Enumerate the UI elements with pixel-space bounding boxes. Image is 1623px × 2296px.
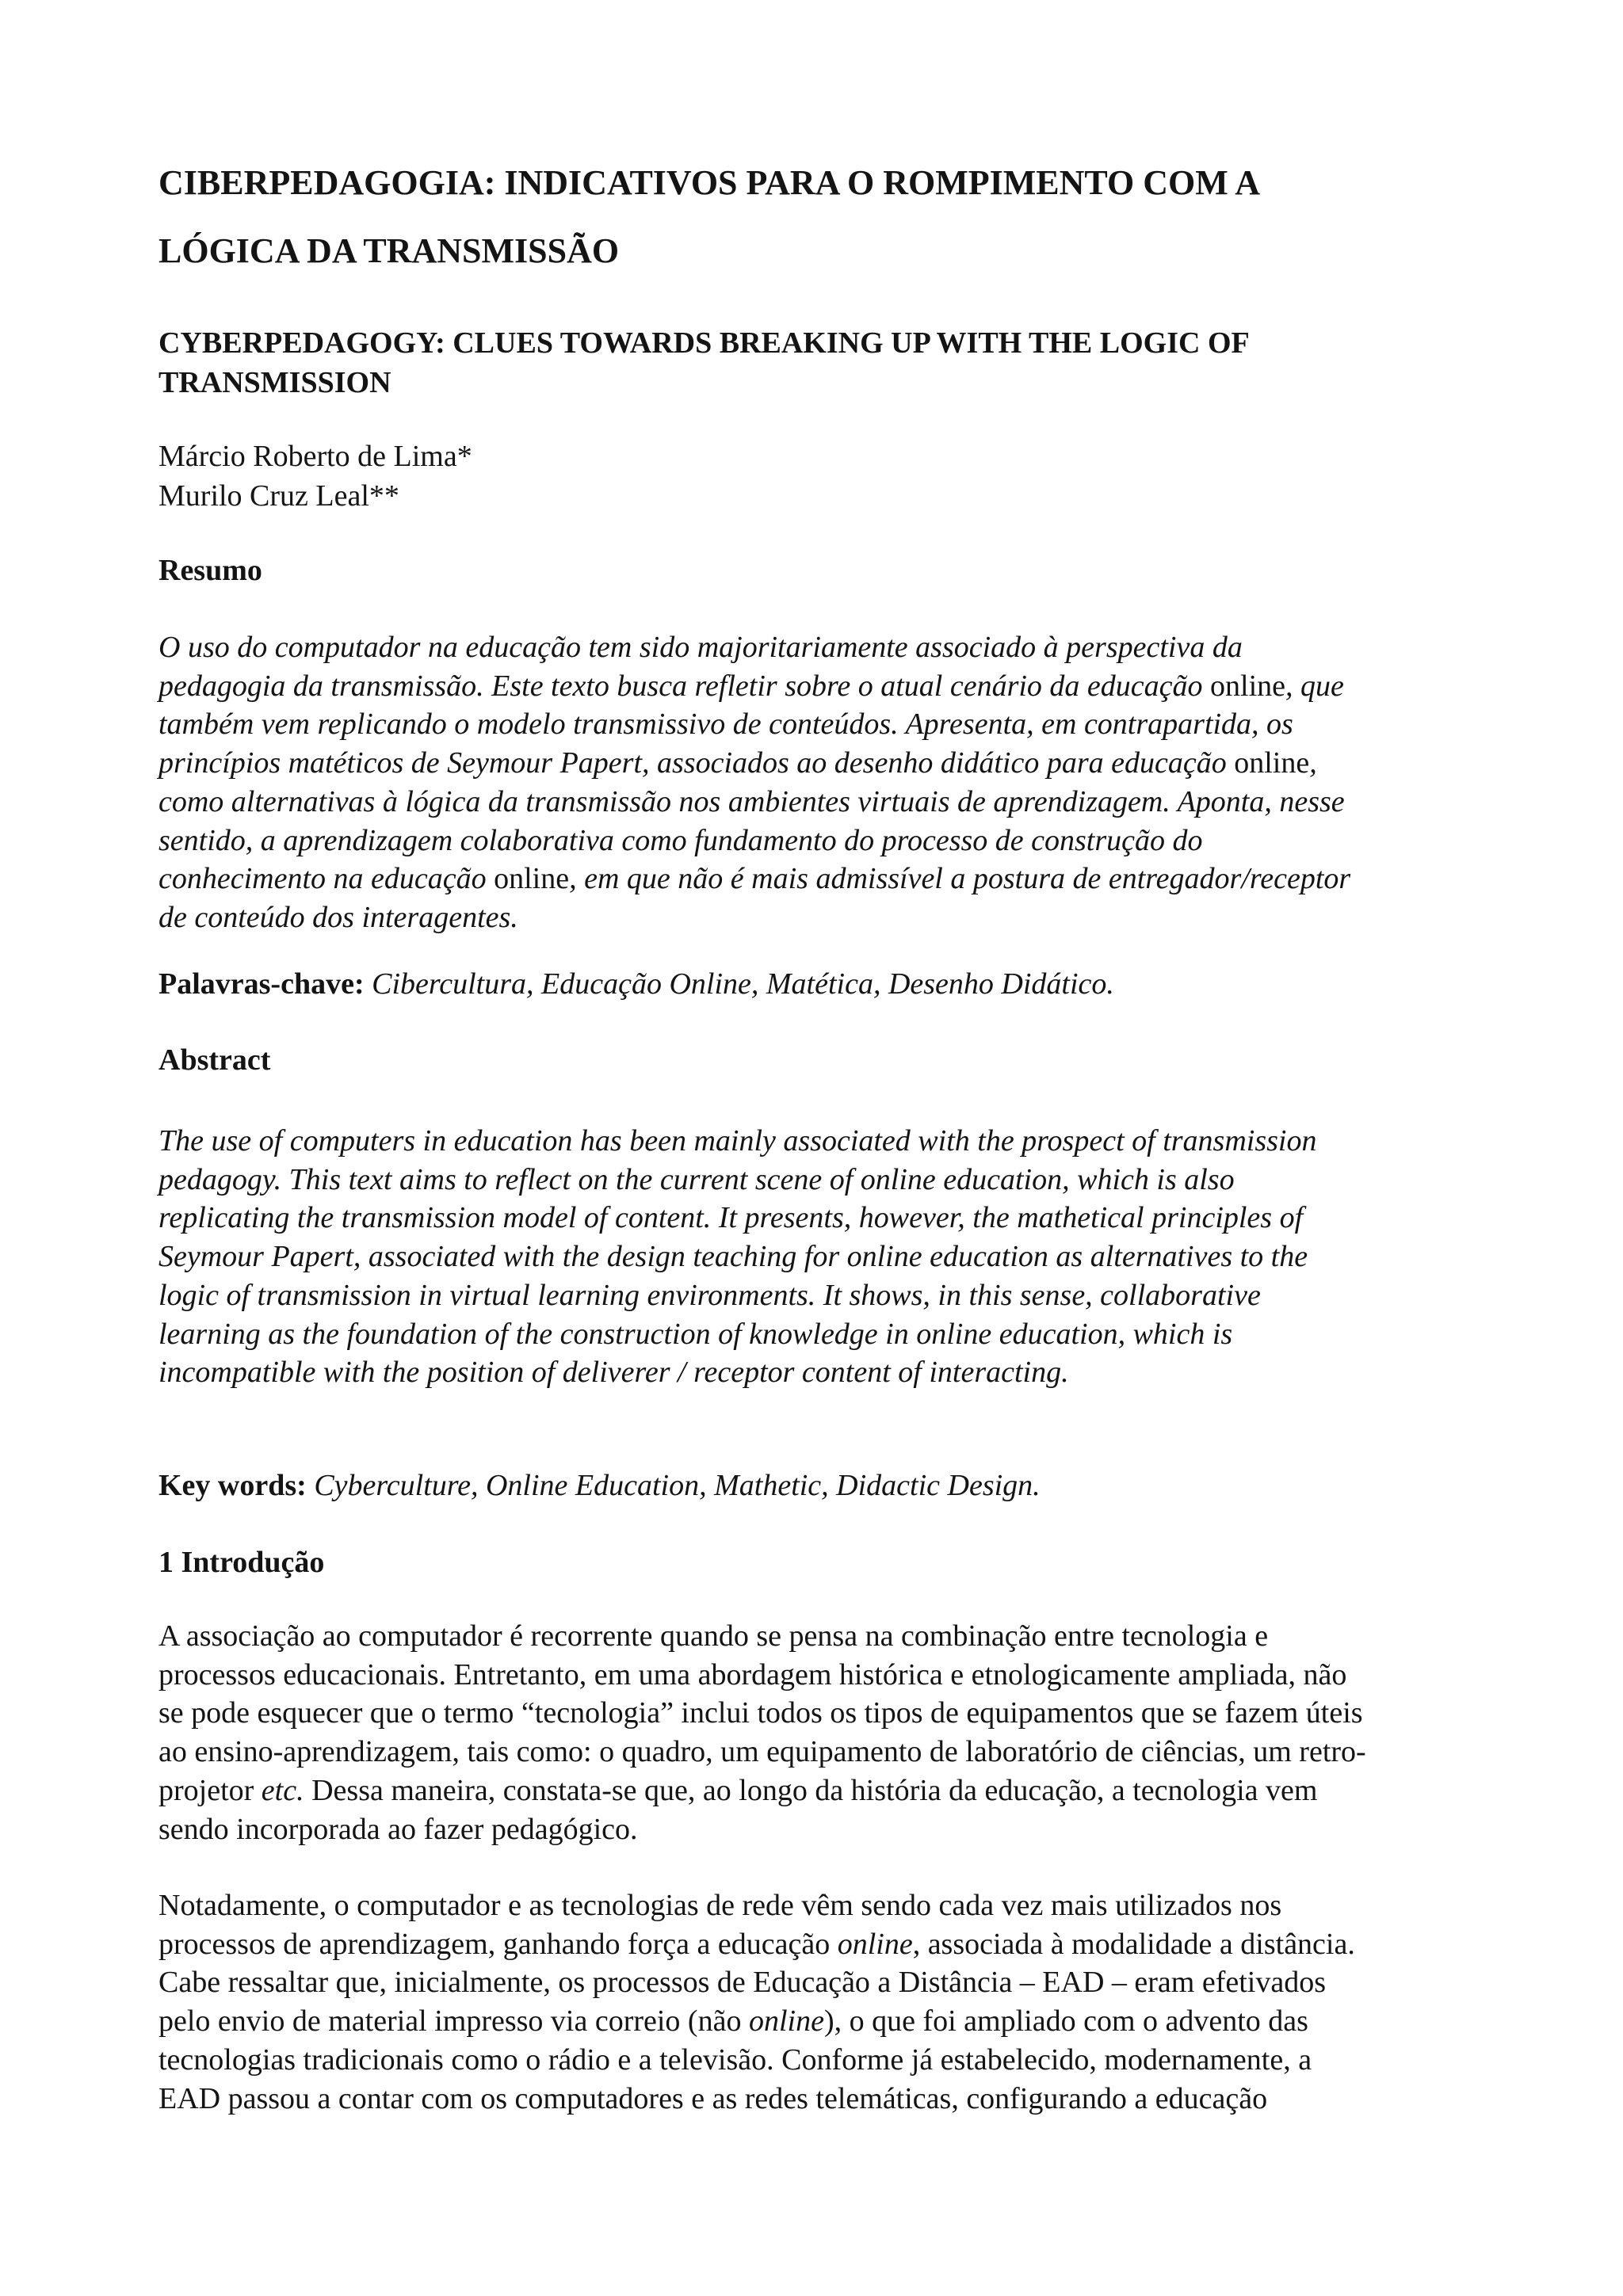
text-run: Cabe ressaltar que, inicialmente, os processos de Educação a Distância – EAD – eram efetivados bbox=[158, 1966, 1327, 2000]
emphasized-term: online bbox=[1234, 746, 1310, 780]
text-run: como alternativas à lógica da transmissão nos ambientes virtuais de aprendizagem. Aponta, nesse bbox=[158, 784, 1345, 818]
resumo-body bbox=[158, 628, 1490, 937]
text-line bbox=[158, 1963, 1490, 2002]
text-line bbox=[158, 628, 1490, 667]
text-line bbox=[158, 1617, 1490, 1656]
title-line-1: CIBERPEDAGOGIA: INDICATIVOS PARA O ROMPIMENTO COM A bbox=[158, 163, 1261, 202]
text-run: processos educacionais. Entretanto, em uma abordagem histórica e etnologicamente ampliada, não bbox=[158, 1657, 1347, 1691]
text-run: conhecimento na educação bbox=[158, 862, 495, 896]
text-line: The use of computers in education has been mainly associated with the prospect of transmission bbox=[158, 1124, 1317, 1158]
palavras-chave-text: Cibercultura, Educação Online, Matética, Desenho Didático. bbox=[364, 967, 1114, 1001]
author-1: Márcio Roberto de Lima* bbox=[158, 440, 472, 473]
emphasized-term: online bbox=[1210, 669, 1285, 703]
text-line bbox=[158, 1656, 1490, 1695]
text-run: sentido, a aprendizagem colaborativa como fundamento do processo de construção do bbox=[158, 823, 1203, 857]
text-line: learning as the foundation of the construction of knowledge in online education, which is bbox=[158, 1317, 1233, 1351]
text-run: , em que não é mais admissível a postura de entregador/receptor bbox=[569, 862, 1351, 896]
text-run: pelo envio de material impresso via correio (não bbox=[158, 2004, 749, 2039]
introducao-heading: 1 Introdução bbox=[158, 1546, 325, 1579]
text-run: princípios matéticos de Seymour Papert, associados ao desenho didático para educação bbox=[158, 746, 1235, 780]
key-words-text: Cyberculture, Online Education, Mathetic, Didactic Design. bbox=[306, 1469, 1041, 1502]
text-line bbox=[158, 1772, 1490, 1810]
abstract-heading: Abstract bbox=[158, 1043, 271, 1077]
text-run: Notadamente, o computador e as tecnologias de rede vêm sendo cada vez mais utilizados nos bbox=[158, 1889, 1282, 1922]
text-run: de conteúdo dos interagentes. bbox=[158, 900, 518, 934]
paper-title bbox=[158, 149, 1490, 285]
text-line bbox=[158, 860, 1490, 898]
text-run: ao ensino-aprendizagem, tais como: o quadro, um equipamento de laboratório de ciências, um retro- bbox=[158, 1735, 1366, 1769]
text-run: , que bbox=[1285, 669, 1344, 703]
introducao-paragraph-2 bbox=[158, 1886, 1490, 2118]
emphasized-term: online bbox=[837, 1927, 913, 1961]
text-line bbox=[158, 1886, 1490, 1925]
subtitle-line-2: TRANSMISSION bbox=[158, 366, 391, 399]
text-run: A associação ao computador é recorrente quando se pensa na combinação entre tecnologia e bbox=[158, 1619, 1269, 1653]
title-line-2: LÓGICA DA TRANSMISSÃO bbox=[158, 231, 620, 270]
palavras-chave-label: Palavras-chave: bbox=[158, 967, 365, 1001]
text-line bbox=[158, 1810, 1490, 1849]
text-line: incompatible with the position of deliverer / receptor content of interacting. bbox=[158, 1356, 1069, 1390]
emphasized-term: online bbox=[748, 2004, 824, 2039]
text-run: Dessa maneira, constata-se que, ao longo da história da educação, a tecnologia vem bbox=[304, 1773, 1318, 1807]
text-run: se pode esquecer que o termo “tecnologia” inclui todos os tipos de equipamentos que se fazem úteis bbox=[158, 1696, 1363, 1730]
text-line bbox=[158, 783, 1490, 822]
resumo-heading: Resumo bbox=[158, 554, 262, 587]
author-list bbox=[158, 437, 472, 516]
text-line bbox=[158, 667, 1490, 706]
text-run: também vem replicando o modelo transmissivo de conteúdos. Apresenta, em contrapartida, os bbox=[158, 707, 1293, 742]
text-run: pedagogia da transmissão. Este texto busca refletir sobre o atual cenário da educação bbox=[158, 669, 1211, 703]
text-line bbox=[158, 822, 1490, 860]
text-line: replicating the transmission model of content. It presents, however, the mathetical principles of bbox=[158, 1201, 1304, 1235]
text-line bbox=[158, 744, 1490, 783]
text-run: , bbox=[1309, 746, 1317, 780]
key-words-label: Key words: bbox=[158, 1469, 307, 1502]
key-words bbox=[158, 1466, 1041, 1505]
text-line: logic of transmission in virtual learning environments. It shows, in this sense, collaborative bbox=[158, 1278, 1261, 1312]
text-line: Seymour Papert, associated with the design teaching for online education as alternatives to the bbox=[158, 1240, 1308, 1274]
text-line bbox=[158, 898, 1490, 937]
text-run: O uso do computador na educação tem sido majoritariamente associado à perspectiva da bbox=[158, 631, 1243, 664]
author-2: Murilo Cruz Leal** bbox=[158, 479, 399, 513]
text-line: pedagogy. This text aims to reflect on the current scene of online education, which is also bbox=[158, 1162, 1235, 1196]
text-line bbox=[158, 2002, 1490, 2041]
emphasized-term: etc. bbox=[261, 1773, 304, 1807]
introducao-paragraph-1 bbox=[158, 1617, 1490, 1848]
text-line bbox=[158, 2041, 1490, 2080]
paper-subtitle bbox=[158, 323, 1490, 402]
text-run: sendo incorporada ao fazer pedagógico. bbox=[158, 1812, 638, 1846]
text-run: EAD passou a contar com os computadores e as redes telemáticas, configurando a educação bbox=[158, 2081, 1268, 2115]
text-line bbox=[158, 2080, 1490, 2119]
text-run: processos de aprendizagem, ganhando força a educação bbox=[158, 1927, 838, 1961]
text-line bbox=[158, 1694, 1490, 1733]
text-line bbox=[158, 1733, 1490, 1772]
text-run: ), o que foi ampliado com o advento das bbox=[823, 2004, 1308, 2039]
text-run: tecnologias tradicionais como o rádio e a televisão. Conforme já estabelecido, modernamente, a bbox=[158, 2042, 1312, 2077]
text-run: , associada à modalidade a distância. bbox=[912, 1927, 1355, 1961]
text-line bbox=[158, 1925, 1490, 1964]
text-line bbox=[158, 705, 1490, 744]
text-run: projetor bbox=[158, 1773, 262, 1807]
subtitle-line-1: CYBERPEDAGOGY: CLUES TOWARDS BREAKING UP WITH THE LOGIC OF bbox=[158, 326, 1250, 360]
emphasized-term: online bbox=[494, 862, 570, 896]
abstract-body bbox=[158, 1122, 1490, 1392]
palavras-chave bbox=[158, 964, 1114, 1004]
